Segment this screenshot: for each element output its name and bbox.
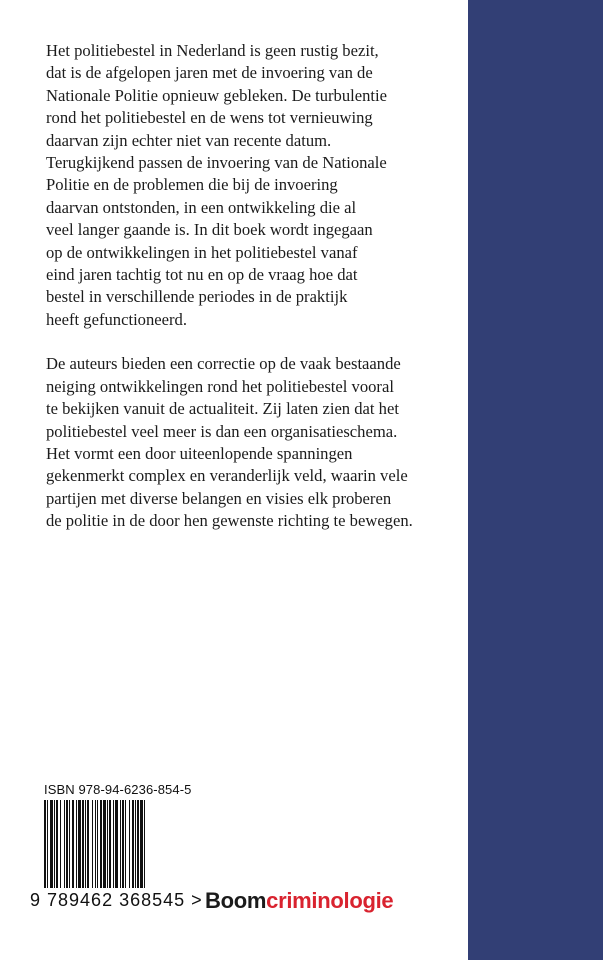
blurb-line: dat is de afgelopen jaren met de invoering van de [46, 63, 373, 83]
barcode-bar [95, 800, 96, 888]
barcode-bar [107, 800, 108, 888]
barcode-bar [69, 800, 70, 888]
blurb-line: Terugkijkend passen de invoering van de Nationale [46, 153, 387, 173]
blurb-line: partijen met diverse belangen en visies elk proberen [46, 488, 392, 508]
barcode-bar [76, 800, 77, 888]
barcode-bar [122, 800, 124, 888]
barcode-bar [140, 800, 143, 888]
barcode-bar [97, 800, 98, 888]
blurb-line: Nationale Politie opnieuw gebleken. De turbulentie [46, 85, 387, 105]
barcode-bar [137, 800, 139, 888]
barcode-bar [60, 800, 61, 888]
blurb-line: politiebestel veel meer is dan een organisatieschema. [46, 421, 398, 441]
barcode-bar [56, 800, 58, 888]
publisher-logo-part-criminologie: criminologie [266, 888, 394, 913]
blurb-line: Het politiebestel in Nederland is geen rustig bezit, [46, 41, 379, 60]
blurb-line: de politie in de door hen gewenste richting te bewegen. [46, 511, 413, 531]
barcode-bar [125, 800, 126, 888]
barcode-bar [78, 800, 81, 888]
blurb-line: neiging ontwikkelingen rond het politiebestel vooral [46, 376, 394, 396]
blurb-line: rond het politiebestel en de wens tot vernieuwing [46, 108, 373, 128]
blurb-line: De auteurs bieden een correctie op de vaak bestaande [46, 354, 401, 374]
blurb-line: gekenmerkt complex en veranderlijk veld, waarin vele [46, 466, 408, 486]
barcode-bar [103, 800, 106, 888]
barcode-bar [82, 800, 84, 888]
barcode-digits: 9 789462 368545 > [30, 890, 203, 910]
back-cover-blurb [46, 40, 451, 533]
publisher-logo-part-boom: Boom [205, 888, 267, 913]
barcode-bar [87, 800, 89, 888]
blurb-line: bestel in verschillende periodes in de praktijk [46, 287, 348, 307]
blurb-line: eind jaren tachtig tot nu en op de vraag hoe dat [46, 265, 358, 285]
barcode-bar [64, 800, 65, 888]
barcode-bar [115, 800, 118, 888]
blurb-line: Het vormt een door uiteenlopende spanningen [46, 443, 353, 463]
blurb-paragraph-1 [46, 40, 451, 331]
publisher-logo [205, 888, 393, 914]
barcode-bar [135, 800, 136, 888]
barcode-bar [50, 800, 53, 888]
barcode-bar [144, 800, 145, 888]
blurb-line: heeft gefunctioneerd. [46, 309, 187, 329]
blurb-paragraph-2 [46, 353, 451, 532]
blurb-line: Politie en de problemen die bij de invoering [46, 175, 338, 195]
blurb-line: te bekijken vanuit de actualiteit. Zij laten zien dat het [46, 399, 399, 419]
blurb-line: op de ontwikkelingen in het politiebestel vanaf [46, 242, 358, 262]
barcode-bar [132, 800, 134, 888]
barcode-bar [92, 800, 93, 888]
isbn-label: ISBN 978-94-6236-854-5 [44, 782, 192, 797]
blurb-line: daarvan zijn echter niet van recente datum. [46, 130, 332, 150]
barcode-bar [72, 800, 74, 888]
barcode-bar [100, 800, 102, 888]
barcode [44, 800, 189, 888]
barcode-bar [44, 800, 46, 888]
blurb-line: daarvan ontstonden, in een ontwikkeling die al [46, 197, 357, 217]
barcode-bar [54, 800, 55, 888]
barcode-bar [120, 800, 121, 888]
blurb-line: veel langer gaande is. In dit boek wordt ingegaan [46, 220, 373, 240]
spine-color-band [468, 0, 603, 960]
barcode-bar [47, 800, 48, 888]
barcode-bar [109, 800, 111, 888]
barcode-bar [85, 800, 86, 888]
barcode-bar [66, 800, 68, 888]
barcode-bar [113, 800, 114, 888]
barcode-bar [129, 800, 130, 888]
